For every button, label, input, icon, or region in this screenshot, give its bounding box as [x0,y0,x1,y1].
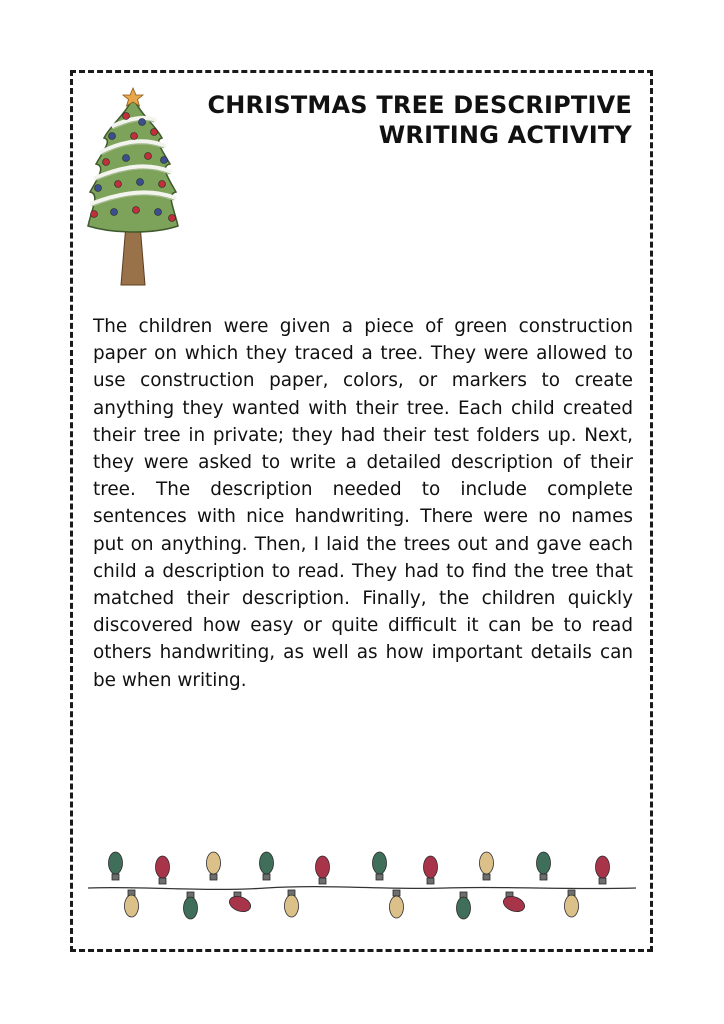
page-title [172,90,632,150]
activity-description: The children were given a piece of green construction paper on which they traced a tree. They were allowed to use construction paper, colors, or markers to create anything they wanted with their tree. Each child created their tree in private; they had their test folders up. Next, they were asked to write a detailed description of their tree. The description needed to include complete sentences with nice handwriting. There were no names put on anything. Then, I laid the trees out and gave each child a description to read. They had to find the tree that matched their description. Finally, the children quickly discovered how easy or quite difficult it can be to read others handwriting, as well as how important details can be when writing. [93,316,633,691]
christmas-lights-icon [86,846,638,922]
title-line-1: CHRISTMAS TREE DESCRIPTIVE [207,91,632,119]
title-line-2: WRITING ACTIVITY [378,121,632,149]
christmas-tree-icon [84,86,182,286]
